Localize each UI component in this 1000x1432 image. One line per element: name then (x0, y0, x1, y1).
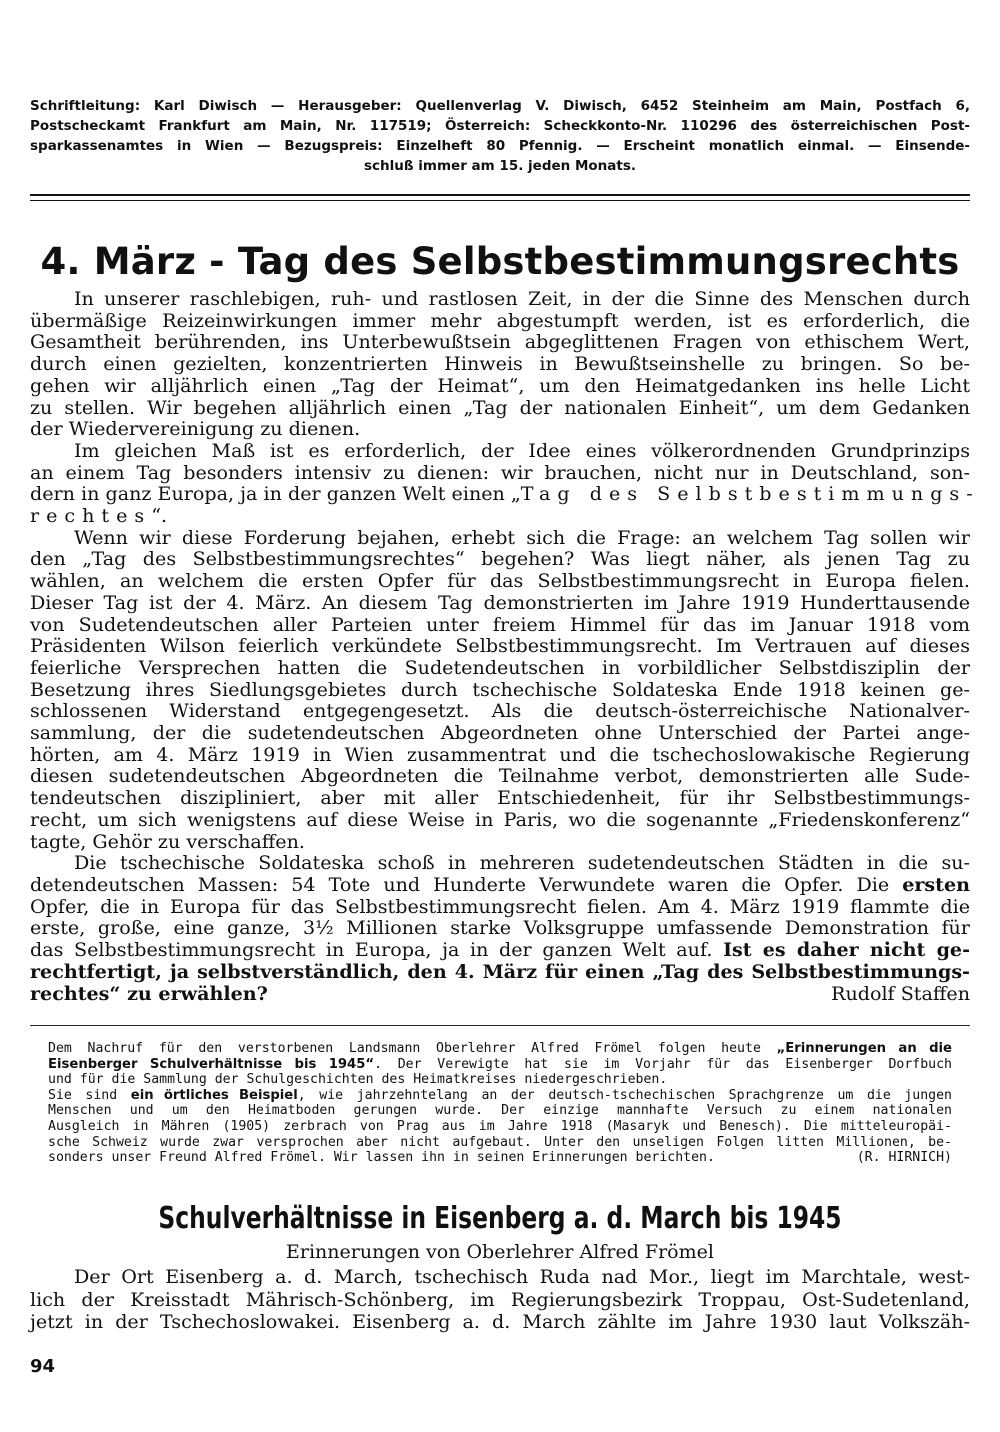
notice-signature: (R. HIRNICH) (856, 1150, 952, 1166)
text-segment: detendeutschen Massen: 54 Tote und Hunderte Verwundete waren die Opfer. Die (30, 872, 903, 896)
text-line: In unserer raschlebigen, ruh- und rastlosen Zeit, in der die Sinne des Menschen durch (74, 287, 970, 310)
masthead-line: Schriftleitung: Karl Diwisch — Herausgeber: Quellenverlag V. Diwisch, 6452 Steinheim am Main, Postfach 6, (30, 98, 970, 114)
text-line (30, 874, 970, 896)
text-line: Besetzung ihres Siedlungsgebietes durch tschechische Soldateska Ende 1918 keinen ge- (30, 677, 970, 701)
editor-notice (48, 1041, 952, 1166)
notice-line (48, 1088, 952, 1104)
masthead-line: schluß immer am 15. jeden Monats. (363, 158, 637, 174)
text-line: erste, große, eine ganze, 3½ Millionen starke Volksgruppe umfassende Demonstration für (30, 916, 970, 940)
text-line: übermäßige Reizeinwirkungen immer mehr abgestumpft werden, ist es erforderlich, die (30, 308, 970, 332)
text-line: zu stellen. Wir begehen alljährlich einen „Tag der nationalen Einheit“, um dem Gedanken (30, 395, 970, 419)
text-line: hörten, am 4. März 1919 in Wien zusammentrat und die tschechoslowakische Regierung (30, 742, 970, 766)
text-segment: “. (151, 504, 168, 528)
text-line: Dieser Tag ist der 4. März. An diesem Tag demonstrierten im Jahre 1919 Hunderttausende (30, 590, 970, 614)
text-line: Opfer, die in Europa für das Selbstbestimmungsrecht fielen. Am 4. März 1919 flammte die (30, 894, 970, 918)
text-line: feierliche Versprechen hatten die Sudetendeutschen in vorbildlicher Selbstdisziplin der (30, 655, 970, 679)
text-line: von Sudetendeutschen aller Parteien unter freiem Himmel für das im Januar 1918 vom (30, 612, 970, 636)
article-title: 4. März - Tag des Selbstbestimmungsrechts (40, 240, 960, 283)
spaced-emphasis: rechtes (30, 504, 152, 528)
text-line: Die tschechische Soldateska schoß in mehreren sudetendeutschen Städten in die su- (74, 851, 970, 875)
text-line: Der Ort Eisenberg a. d. March, tschechisch Ruda nad Mor., liegt im Marchtale, west- (74, 1265, 970, 1288)
text-line: an einem Tag besonders intensiv zu dienen: wir brauchen, nicht nur in Deutschland, son- (30, 460, 970, 484)
text-segment: . Der Verewigte hat sie im Vorjahr für das Eisenberger Dorfbuch (374, 1056, 952, 1072)
text-line: Präsidenten Wilson feierlich verkündete Selbstbestimmungsrecht. Im Vertrauen auf dieses (30, 634, 970, 658)
section-divider (30, 1025, 970, 1026)
text-line (30, 961, 970, 983)
text-line: tendeutschen diszipliniert, aber mit aller Entschiedenheit, für ihr Selbstbestimmungs- (30, 786, 970, 810)
text-line: tagte, Gehör zu verschaffen. (30, 829, 305, 853)
notice-line (48, 1057, 952, 1073)
article-title: Schulverhältnisse in Eisenberg a. d. March bis 1945 (158, 1201, 842, 1236)
text-line: durch einen gezielten, konzentrierten Hinweis in Bewußtseinshelle zu bringen. So be- (30, 352, 970, 376)
page-number: 94 (30, 1356, 56, 1377)
text-line (30, 983, 970, 1005)
article-body (30, 287, 980, 1005)
text-segment: dern in ganz Europa, ja in der ganzen Welt einen „ (30, 482, 521, 506)
text-line: der Wiedervereinigung zu dienen. (30, 417, 361, 441)
text-line: Wenn wir diese Forderung bejahen, erhebt sich die Frage: an welchem Tag sollen wir (74, 525, 970, 549)
notice-line: Ausgleich in Mähren (1905) zerbrach von Prag aus im Jahre 1918 (Masaryk und Benesch). Die mitteleuropäi- (48, 1118, 952, 1134)
bold-emphasis: Eisenberger Schulverhältnisse bis 1945“ (48, 1056, 375, 1072)
notice-line (48, 1150, 952, 1166)
text-line: Gesamtheit berührenden, ins Unterbewußtsein abgeglittenen Fragen von ethischem Wert, (30, 330, 970, 354)
text-segment: Dem Nachruf für den verstorbenen Landsmann Oberlehrer Alfred Frömel folgen heute (48, 1041, 777, 1056)
masthead-line: sparkassenamtes in Wien — Bezugspreis: Einzelheft 80 Pfennig. — Erscheint monatlich einmal. — Einsende- (30, 138, 970, 154)
text-segment: Sie sind (48, 1087, 131, 1103)
text-segment: sonders unser Freund Alfred Frömel. Wir lassen ihn in seinen Erinnerungen berichten. (48, 1150, 715, 1166)
notice-line: und für die Sammlung der Schulgeschichten des Heimatkreises niedergeschrieben. (48, 1072, 668, 1088)
text-segment: , wie jahrzehntelang an der deutsch-tschechischen Sprachgrenze um die jungen (297, 1087, 952, 1103)
notice-line: Menschen und um den Heimatboden gerungen wurde. Der einzige mannhafte Versuch zu einem nationalen (48, 1103, 952, 1119)
text-line: gehen wir alljährlich einen „Tag der Heimat“, um den Heimatgedanken ins helle Licht (30, 373, 970, 397)
text-line: schlossenen Widerstand entgegengesetzt. Als die deutsch-österreichische Nationalver- (30, 699, 970, 723)
masthead-line: Postscheckamt Frankfurt am Main, Nr. 117519; Österreich: Scheckkonto-Nr. 110296 des österreichischen Post- (30, 118, 970, 134)
bold-emphasis: ersten (902, 872, 970, 896)
text-line: recht, um sich wenigstens auf diese Weise in Paris, wo die sogenannte „Friedenskonferenz“ (30, 807, 970, 831)
bold-emphasis: „Erinnerungen an die (776, 1041, 952, 1056)
author-name: Rudolf Staffen (831, 981, 970, 1005)
text-line: wählen, an welchem die ersten Opfer für das Selbstbestimmungsrecht in Europa fielen. (30, 569, 970, 593)
bold-emphasis: Ist es daher nicht ge- (723, 938, 970, 962)
text-line: diesen sudetendeutschen Abgeordneten die Teilnahme verbot, demonstrierten alle Sude- (30, 764, 970, 788)
text-line (30, 939, 970, 961)
text-line: Im gleichen Maß ist es erforderlich, der Idee eines völkerordnenden Grundprinzips (74, 438, 970, 462)
masthead (30, 96, 970, 176)
article-body (30, 1266, 970, 1334)
article-subtitle: Erinnerungen von Oberlehrer Alfred Frömel (286, 1241, 714, 1263)
divider-rule (30, 200, 970, 201)
text-line (30, 482, 980, 506)
notice-line: sche Schweiz wurde zwar versprochen aber nicht aufgebaut. Unter den unseligen Folgen litten Millionen, be- (48, 1134, 952, 1150)
notice-line (48, 1041, 952, 1057)
text-line: jetzt in der Tschechoslowakei. Eisenberg a. d. March zählte im Jahre 1930 laut Volkszäh- (30, 1310, 970, 1333)
bold-emphasis: rechtfertigt, ja selbstverständlich, den 4. März für einen „Tag des Selbstbestimmungs- (30, 959, 970, 983)
text-line: den „Tag des Selbstbestimmungsrechtes“ begehen? Was liegt näher, als jenen Tag zu (30, 547, 970, 571)
text-line: sammlung, der die sudetendeutschen Abgeordneten ohne Unterschied der Partei ange- (30, 721, 970, 745)
bold-emphasis: rechtes“ zu erwählen? (30, 981, 268, 1005)
spaced-emphasis: Tag des Selbstbestimmungs- (520, 482, 980, 506)
text-segment: das Selbstbestimmungsrecht in Europa, ja in der ganzen Welt auf. (30, 938, 724, 962)
text-line (30, 505, 970, 527)
text-line: lich der Kreisstadt Mährisch-Schönberg, im Regierungsbezirk Troppau, Ost-Sudetenland, (30, 1287, 970, 1311)
bold-emphasis: ein örtliches Beispiel (130, 1087, 298, 1103)
divider-rule (30, 194, 970, 196)
